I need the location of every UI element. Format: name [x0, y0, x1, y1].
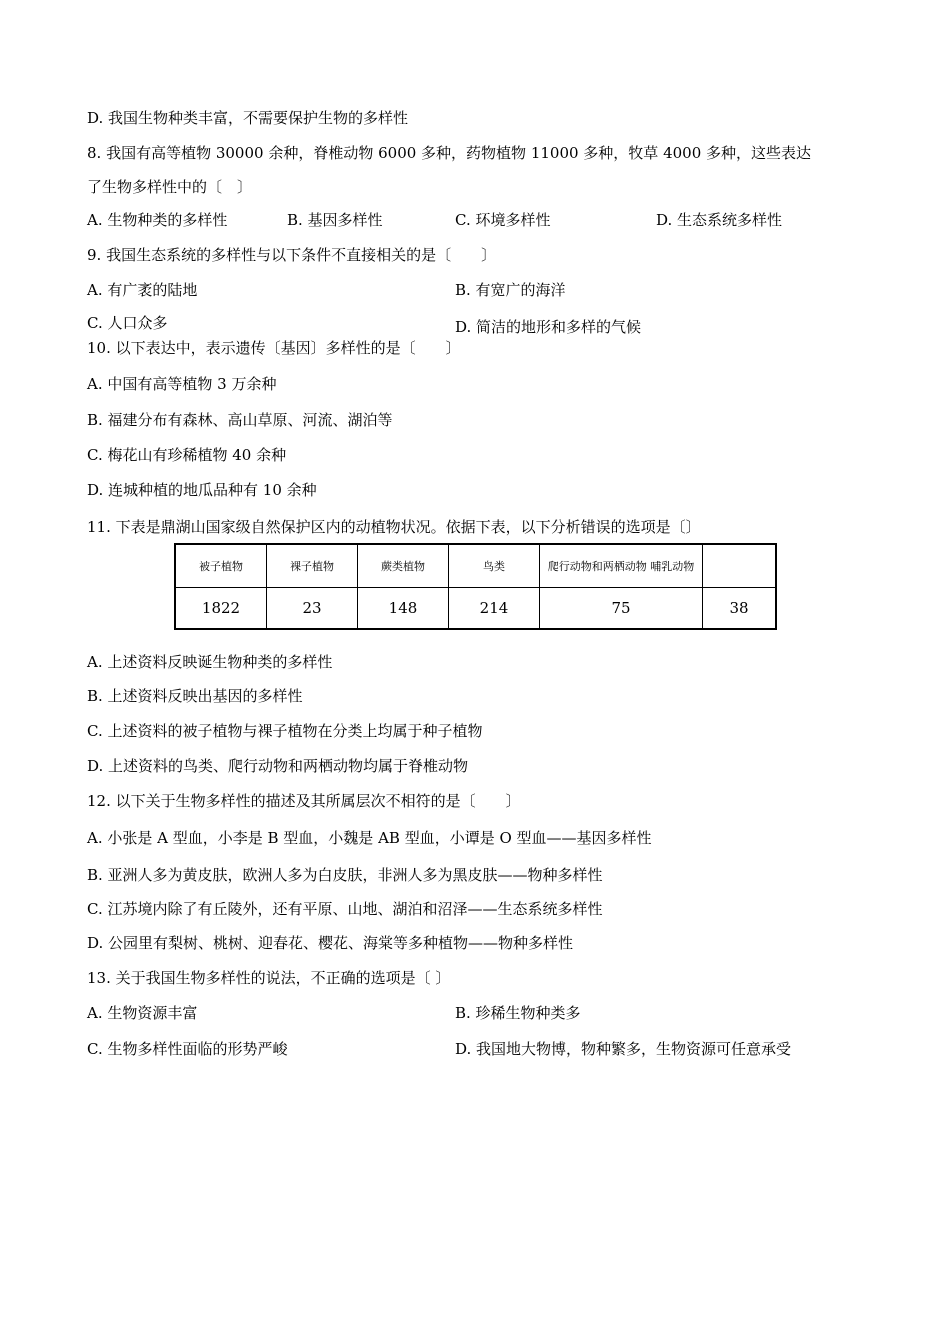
q12-option-a: A. 小张是 A 型血，小李是 B 型血，小魏是 AB 型血，小谭是 O 型血——基因多样性 — [87, 829, 652, 847]
q11-stem: 11. 下表是鼎湖山国家级自然保护区内的动植物状况。依据下表，以下分析错误的选项是〔〕 — [87, 518, 701, 536]
table-header-cell: 被子植物 — [175, 544, 267, 588]
q10-option-d: D. 连城种植的地瓜品种有 10 余种 — [87, 481, 317, 499]
q10-option-c: C. 梅花山有珍稀植物 40 余种 — [87, 446, 287, 464]
q9-option-d: D. 简洁的地形和多样的气候 — [455, 318, 642, 336]
q12-option-c: C. 江苏境内除了有丘陵外，还有平原、山地、湖泊和沼泽——生态系统多样性 — [87, 900, 603, 918]
table-row — [175, 588, 776, 630]
q7-option-d: D. 我国生物种类丰富，不需要保护生物的多样性 — [87, 109, 409, 127]
table-header-cell: 鸟类 — [449, 544, 540, 588]
table-header-cell — [703, 544, 777, 588]
q13-option-c: C. 生物多样性面临的形势严峻 — [87, 1040, 288, 1058]
table-header-cell: 裸子植物 — [267, 544, 358, 588]
q8-option-b: B. 基因多样性 — [287, 211, 383, 229]
species-table — [174, 543, 777, 630]
q10-stem: 10. 以下表达中，表示遗传〔基因〕多样性的是〔 〕 — [87, 339, 461, 357]
q11-option-c: C. 上述资料的被子植物与裸子植物在分类上均属于种子植物 — [87, 722, 483, 740]
table-cell: 38 — [703, 588, 777, 630]
q12-option-b: B. 亚洲人多为黄皮肤，欧洲人多为白皮肤，非洲人多为黑皮肤——物种多样性 — [87, 866, 603, 884]
q13-option-b: B. 珍稀生物种类多 — [455, 1004, 581, 1022]
q9-stem: 9. 我国生态系统的多样性与以下条件不直接相关的是〔 〕 — [87, 246, 497, 264]
q10-option-b: B. 福建分布有森林、高山草原、河流、湖泊等 — [87, 411, 393, 429]
table-cell: 23 — [267, 588, 358, 630]
q11-option-a: A. 上述资料反映诞生物种类的多样性 — [87, 653, 333, 671]
q11-option-b: B. 上述资料反映出基因的多样性 — [87, 687, 303, 705]
q11-option-d: D. 上述资料的鸟类、爬行动物和两栖动物均属于脊椎动物 — [87, 757, 469, 775]
q12-option-d: D. 公园里有梨树、桃树、迎春花、樱花、海棠等多种植物——物种多样性 — [87, 934, 574, 952]
table-header-row — [175, 544, 776, 588]
q10-option-a: A. 中国有高等植物 3 万余种 — [87, 375, 277, 393]
q8-option-a: A. 生物种类的多样性 — [87, 211, 228, 229]
table-header-cell: 爬行动物和两栖动物 哺乳动物 — [540, 544, 703, 588]
q8-stem-line1: 8. 我国有高等植物 30000 余种，脊椎动物 6000 多种，药物植物 11000 多种，牧草 4000 多种，这些表达 — [87, 144, 812, 162]
q12-stem: 12. 以下关于生物多样性的描述及其所属层次不相符的是〔 〕 — [87, 792, 521, 810]
table-cell: 214 — [449, 588, 540, 630]
q8-option-d: D. 生态系统多样性 — [656, 211, 783, 229]
q8-stem-line2: 了生物多样性中的〔 〕 — [87, 178, 253, 196]
q13-option-a: A. 生物资源丰富 — [87, 1004, 198, 1022]
table-cell: 148 — [358, 588, 449, 630]
q9-option-b: B. 有宽广的海洋 — [455, 281, 566, 299]
q13-stem: 13. 关于我国生物多样性的说法，不正确的选项是〔 〕 — [87, 969, 451, 987]
table-header-cell: 蕨类植物 — [358, 544, 449, 588]
q9-option-c: C. 人口众多 — [87, 314, 168, 332]
q8-option-c: C. 环境多样性 — [455, 211, 551, 229]
table-cell: 75 — [540, 588, 703, 630]
q13-option-d: D. 我国地大物博，物种繁多，生物资源可任意承受 — [455, 1040, 792, 1058]
table-cell: 1822 — [175, 588, 267, 630]
q9-option-a: A. 有广袤的陆地 — [87, 281, 198, 299]
